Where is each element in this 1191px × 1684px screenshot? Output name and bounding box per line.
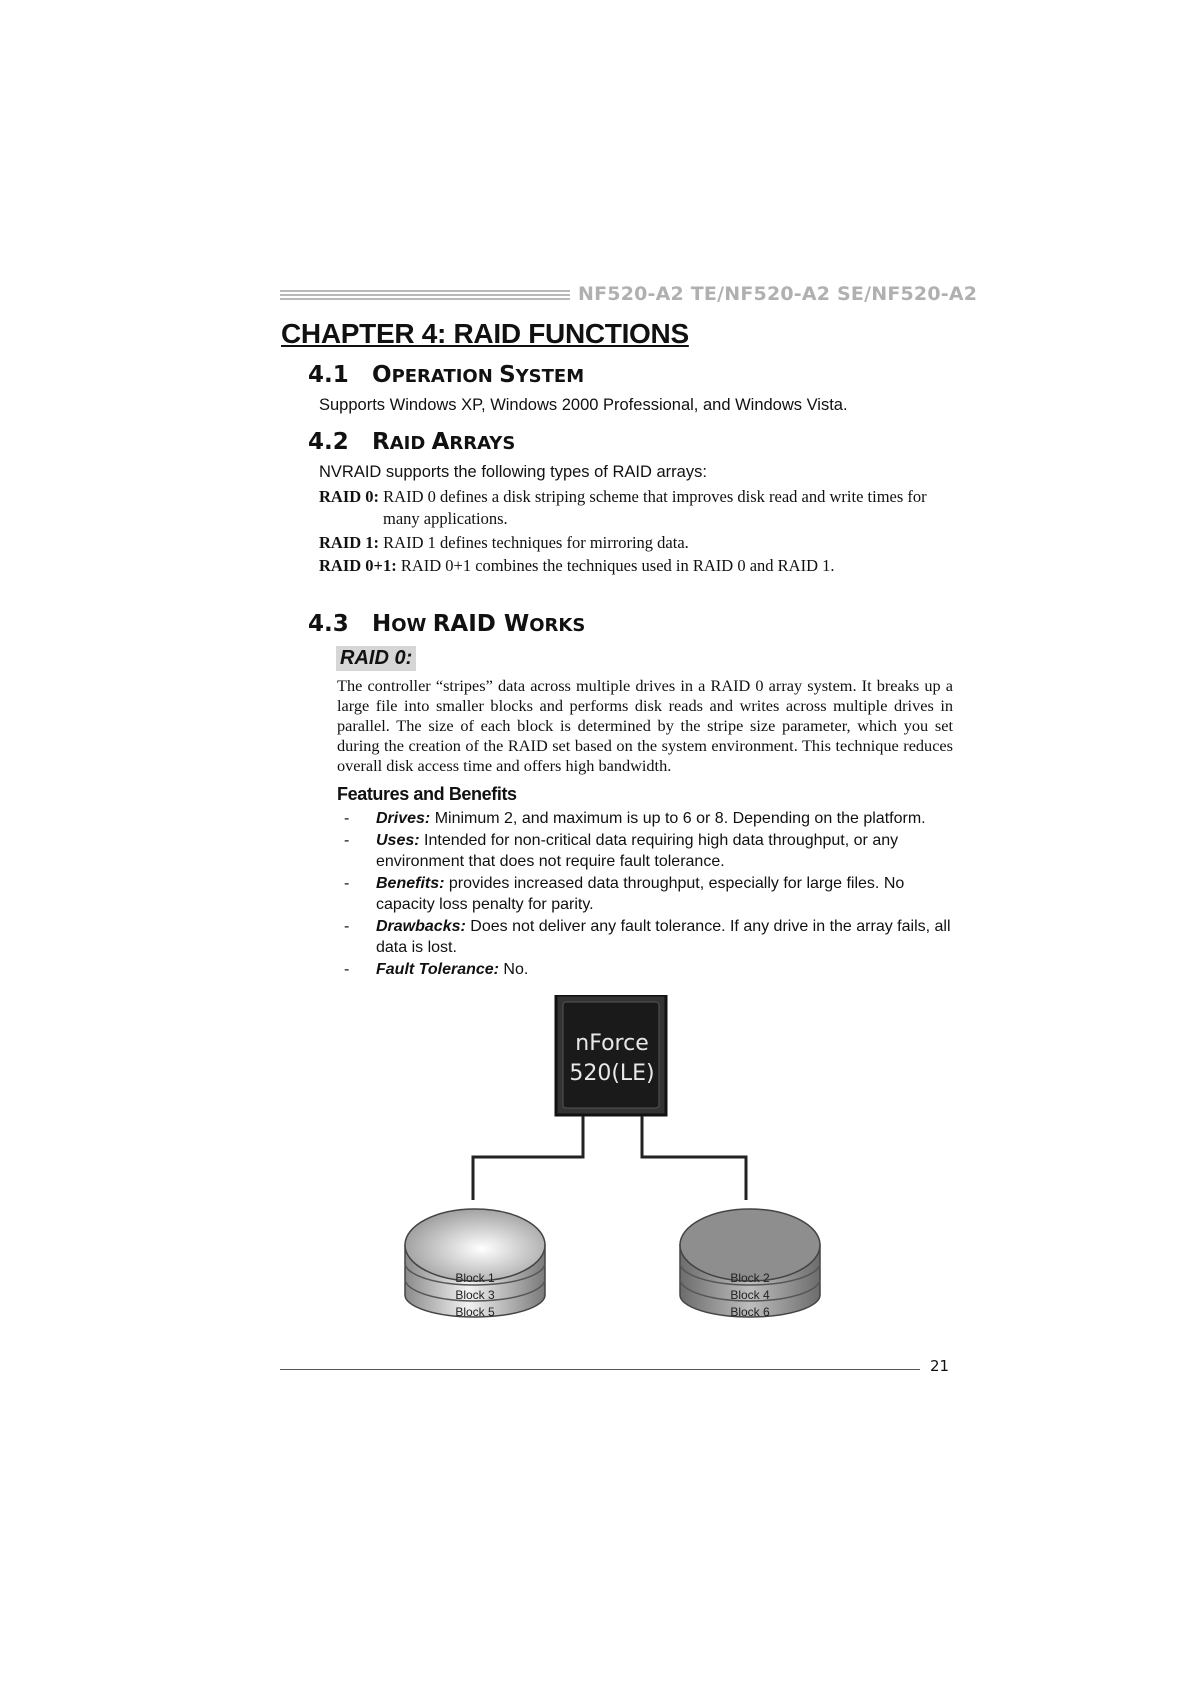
bullet-label: Drives: [376,810,431,827]
section-4-1-heading [308,362,584,388]
block-label: Block 3 [455,1288,495,1302]
bullet-dash: - [344,832,350,849]
heading-initial: H [372,611,392,637]
bullet-text: Minimum 2, and maximum is up to 6 or 8. Depending on the platform. [430,810,926,827]
disk-left [405,1209,545,1319]
list-item [344,830,964,872]
section-number: 4.1 [308,362,349,388]
heading-initial: R [372,429,390,455]
connection-line-right [642,1116,746,1200]
block-label: Block 4 [730,1288,770,1302]
raid-0-description: The controller “stripes” data across multiple drives in a RAID 0 array system. It breaks up a large file into smaller blocks and performs disk reads and writes across multiple drives in parallel. The size of each block is determined by the stripe size parameter, which you set during the creation of the RAID set based on the system environment. This technique reduces overall disk access time and offers high bandwidth. [337,676,953,775]
raid-label: RAID 1: [319,533,380,552]
heading-text: PERATION [391,366,500,387]
bullet-dash: - [344,810,350,827]
bullet-text: No. [498,961,529,978]
block-label: Block 1 [455,1271,495,1285]
raid-0-definition [319,486,959,530]
raid-0-1-definition [319,555,959,577]
list-item [344,873,964,915]
raid-0-subheading: RAID 0: [336,646,416,671]
heading-text: ORKS [529,615,586,636]
raid-text: RAID 0 defines a disk striping scheme that improves disk read and write times for [383,487,927,506]
disk-right [680,1209,820,1319]
heading-text: RAID [432,611,504,637]
raid-1-definition [319,532,959,554]
raid-0-diagram [380,995,840,1335]
heading-text: RRAYS [449,433,516,454]
page-number: 21 [930,1357,950,1375]
list-item [344,808,964,829]
bullet-label: Benefits: [376,875,445,892]
section-number: 4.2 [308,429,349,455]
header-rule [280,290,570,300]
bullet-label: Drawbacks: [376,918,466,935]
block-label: Block 2 [730,1271,770,1285]
heading-text: AID [389,433,432,454]
raid-label: RAID 0+1: [319,556,397,575]
bullet-text: Intended for non-critical data requiring high data throughput, or any environment that does not require fault tolerance. [376,832,899,870]
bullet-dash: - [344,961,350,978]
section-4-2-intro: NVRAID supports the following types of RAID arrays: [319,463,707,481]
bullet-label: Uses: [376,832,420,849]
heading-initial: S [499,362,516,388]
heading-initial: A [431,429,450,455]
heading-text: YSTEM [515,366,585,387]
raid-text: RAID 1 defines techniques for mirroring data. [383,533,689,552]
bullet-dash: - [344,918,350,935]
heading-initial: W [503,611,530,637]
section-number: 4.3 [308,611,349,637]
block-label: Block 6 [730,1305,770,1319]
footer-rule [280,1369,920,1370]
list-item [344,959,964,980]
raid-label: RAID 0: [319,487,380,506]
raid-text: RAID 0+1 combines the techniques used in RAID 0 and RAID 1. [400,556,835,575]
features-list [344,808,964,981]
chip-label-line1: nForce [575,1031,649,1056]
connection-lines [473,1116,746,1200]
section-4-2-heading [308,429,515,455]
chapter-title: CHAPTER 4: RAID FUNCTIONS [281,318,689,349]
list-item [344,916,964,958]
nforce-chip [556,995,666,1115]
bullet-text: provides increased data throughput, especially for large files. No capacity loss penalty for parity. [376,875,905,913]
heading-initial: O [372,362,392,388]
heading-text: OW [391,615,433,636]
connection-line-left [473,1116,583,1200]
bullet-text: Does not deliver any fault tolerance. If any drive in the array fails, all data is lost. [376,918,951,956]
section-4-1-text: Supports Windows XP, Windows 2000 Professional, and Windows Vista. [319,396,848,414]
block-label: Block 5 [455,1305,495,1319]
features-heading: Features and Benefits [337,784,517,804]
raid-text-continuation: many applications. [383,509,508,528]
bullet-dash: - [344,875,350,892]
header-model-title: NF520-A2 TE/NF520-A2 SE/NF520-A2 [578,283,978,305]
section-4-3-heading [308,611,585,637]
bullet-label: Fault Tolerance: [376,961,499,978]
chip-label-line2: 520(LE) [569,1061,655,1086]
